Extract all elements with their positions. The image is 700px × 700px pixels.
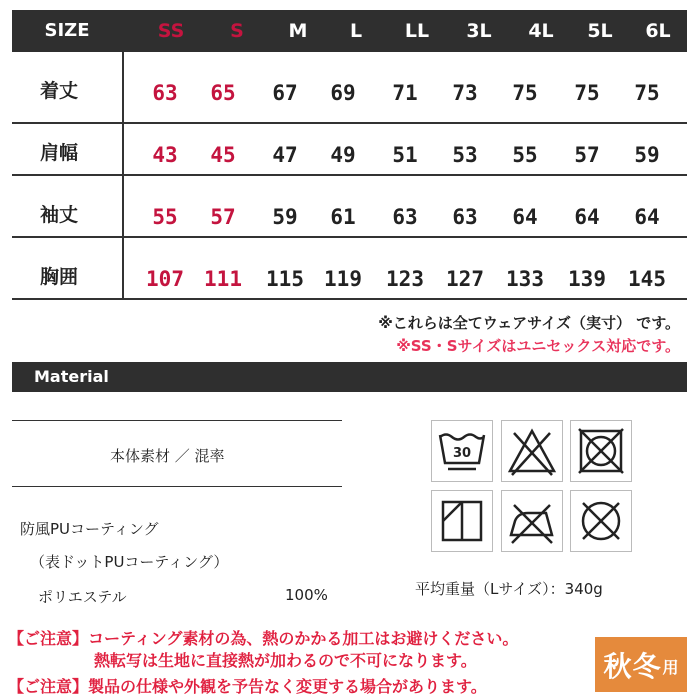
wash-temperature-label: 30 (452, 446, 472, 461)
season-badge (595, 637, 687, 692)
table-cell: 115 (266, 267, 304, 291)
hang-dry-shade-icon (431, 490, 493, 552)
table-cell: 107 (146, 267, 184, 291)
size-header-ss: SS (157, 20, 185, 42)
size-header-label: SIZE (44, 20, 90, 41)
material-divider (12, 486, 342, 487)
row-label-sleeve: 袖丈 (40, 204, 79, 226)
material-percent: 100% (285, 586, 328, 604)
material-divider (12, 420, 342, 421)
table-cell: 61 (330, 205, 356, 229)
unisex-note: ※SS・Sサイズはユニセックス対応です。 (396, 337, 680, 355)
table-cell: 123 (386, 267, 424, 291)
size-header-l: L (349, 20, 363, 42)
actual-size-note: ※これらは全てウェアサイズ（実寸） です。 (378, 314, 680, 332)
table-cell: 45 (210, 143, 236, 167)
material-header (12, 362, 687, 392)
material-coating-detail: （表ドットPUコーティング） (30, 553, 229, 571)
size-header-4l: 4L (528, 20, 554, 42)
table-cell: 53 (452, 143, 478, 167)
size-header-m: M (288, 20, 308, 42)
table-cell: 75 (512, 81, 538, 105)
table-cell: 55 (152, 205, 178, 229)
material-title: Material (34, 367, 109, 386)
no-dry-clean-icon (570, 490, 632, 552)
size-header-ll: LL (404, 20, 430, 42)
caution-spec-change: 【ご注意】製品の仕様や外観を予告なく変更する場合があります。 (8, 677, 487, 696)
table-cell: 127 (446, 267, 484, 291)
table-cell: 64 (512, 205, 538, 229)
row-label-chest: 胸囲 (40, 266, 79, 288)
average-weight: 平均重量（Lサイズ）：340g (415, 580, 603, 598)
table-cell: 65 (210, 81, 236, 105)
material-fiber: ポリエステル (38, 588, 127, 606)
table-cell: 75 (634, 81, 660, 105)
table-cell: 59 (272, 205, 298, 229)
size-header-3l: 3L (466, 20, 492, 42)
table-cell: 51 (392, 143, 418, 167)
table-row-divider (12, 298, 687, 300)
size-header-6l: 6L (645, 20, 671, 42)
no-tumble-dry-icon (570, 420, 632, 482)
no-bleach-icon (501, 420, 563, 482)
table-cell: 64 (574, 205, 600, 229)
season-badge-sub: 用 (662, 658, 679, 677)
table-cell: 63 (152, 81, 178, 105)
row-label-shoulder: 肩幅 (40, 142, 79, 164)
table-cell: 47 (272, 143, 298, 167)
table-cell: 133 (506, 267, 544, 291)
size-header-5l: 5L (587, 20, 613, 42)
table-cell: 145 (628, 267, 666, 291)
season-badge-main: 秋冬 (603, 649, 662, 683)
table-cell: 63 (392, 205, 418, 229)
table-cell: 75 (574, 81, 600, 105)
table-cell: 71 (392, 81, 418, 105)
table-cell: 67 (272, 81, 298, 105)
caution-coating: 【ご注意】コーティング素材の為、熱のかかる加工はお避けください。 (8, 629, 519, 648)
table-cell: 69 (330, 81, 356, 105)
table-row-divider (12, 174, 687, 176)
wash-30-icon (431, 420, 493, 482)
table-cell: 119 (324, 267, 362, 291)
size-table-header (12, 10, 687, 52)
material-column-header: 本体素材 ／ 混率 (110, 447, 225, 465)
table-cell: 63 (452, 205, 478, 229)
table-cell: 57 (210, 205, 236, 229)
material-coating-line: 防風PUコーティング (20, 520, 159, 538)
table-row-divider (12, 236, 687, 238)
table-cell: 64 (634, 205, 660, 229)
table-cell: 57 (574, 143, 600, 167)
table-cell: 139 (568, 267, 606, 291)
table-row-divider (12, 122, 687, 124)
table-cell: 59 (634, 143, 660, 167)
row-label-length: 着丈 (40, 80, 79, 102)
table-cell: 111 (204, 267, 242, 291)
table-cell: 43 (152, 143, 178, 167)
no-iron-icon (501, 490, 563, 552)
size-header-s: S (230, 20, 244, 42)
table-cell: 73 (452, 81, 478, 105)
table-cell: 55 (512, 143, 538, 167)
table-cell: 49 (330, 143, 356, 167)
caution-heat-transfer: 熱転写は生地に直接熱が加わるので不可になります。 (94, 651, 477, 670)
